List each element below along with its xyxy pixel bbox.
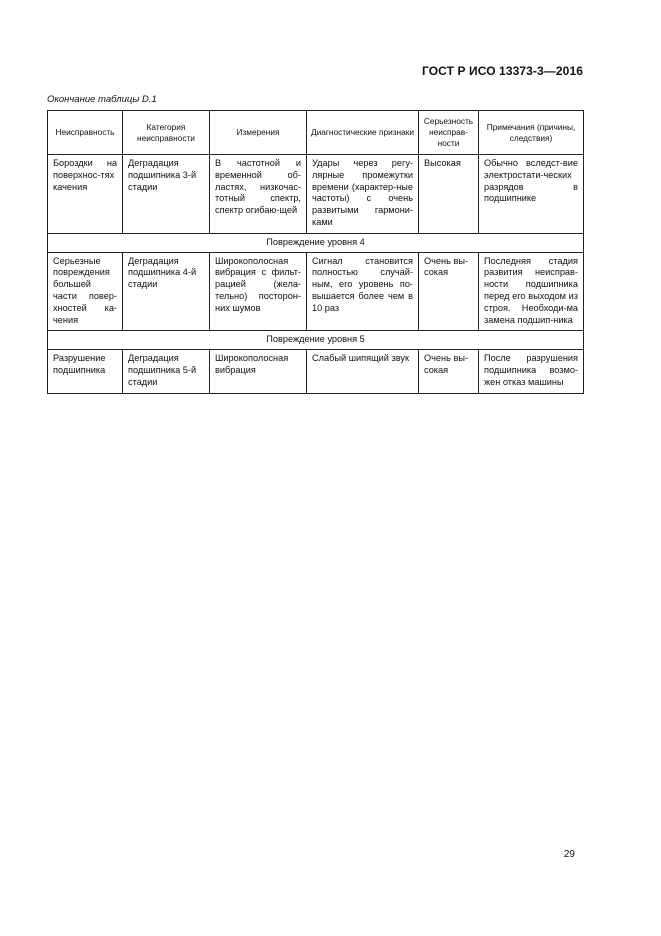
table-row	[48, 350, 584, 393]
cell-fault: Разрушение подшипника	[48, 350, 123, 393]
cell-category: Деградация подшипника 3-й стадии	[123, 155, 210, 234]
cell-diagnostic-signs: Слабый шипящий звук	[307, 350, 419, 393]
col-header-category: Категория неисправности	[123, 111, 210, 155]
cell-severity: Очень вы-сокая	[419, 252, 479, 331]
level-5-heading: Повреждение уровня 5	[48, 331, 584, 350]
cell-measurements: В частотной и временной об-ластях, низкочас-тотный спектр, спектр огибаю-щей	[210, 155, 307, 234]
level-row-5	[48, 331, 584, 350]
level-4-heading: Повреждение уровня 4	[48, 233, 584, 252]
cell-category: Деградация подшипника 4-й стадии	[123, 252, 210, 331]
col-header-notes: Примечания (причины, следствия)	[479, 111, 584, 155]
cell-fault: Бороздки на поверхнос-тях качения	[48, 155, 123, 234]
document-code: ГОСТ Р ИСО 13373-3—2016	[421, 64, 583, 78]
cell-measurements: Широкополосная вибрация	[210, 350, 307, 393]
fault-table	[47, 110, 584, 394]
table-row	[48, 252, 584, 331]
table-header-row	[48, 111, 584, 155]
cell-fault: Серьезные повреждения большей части повер-хностей ка-чения	[48, 252, 123, 331]
col-header-measurements: Измерения	[210, 111, 307, 155]
table-caption: Окончание таблицы D.1	[47, 94, 157, 105]
col-header-severity: Серьезность неисправ-ности	[419, 111, 479, 155]
cell-notes: После разрушения подшипника возмо-жен отказ машины	[479, 350, 584, 393]
col-header-diagnostic-signs: Диагностические признаки	[307, 111, 419, 155]
cell-measurements: Широкополосная вибрация с фильт-рацией (жела-тельно) посторон-них шумов	[210, 252, 307, 331]
cell-diagnostic-signs: Удары через регу-лярные промежутки времени (характер-ные частоты) с очень развитыми гармони-ками	[307, 155, 419, 234]
cell-category: Деградация подшипника 5-й стадии	[123, 350, 210, 393]
col-header-fault: Неисправность	[48, 111, 123, 155]
cell-notes: Обычно вследст-вие электростати-ческих разрядов в подшипнике	[479, 155, 584, 234]
cell-diagnostic-signs: Сигнал становится полностью случай-ным, его уровень по-вышается более чем в 10 раз	[307, 252, 419, 331]
cell-severity: Высокая	[419, 155, 479, 234]
cell-severity: Очень вы-сокая	[419, 350, 479, 393]
table-row	[48, 155, 584, 234]
page-number: 29	[563, 849, 575, 860]
cell-notes: Последняя стадия развития неисправ-ности подшипника перед его выходом из строя. Необходи-ма замена подшип-ника	[479, 252, 584, 331]
level-row-4	[48, 233, 584, 252]
